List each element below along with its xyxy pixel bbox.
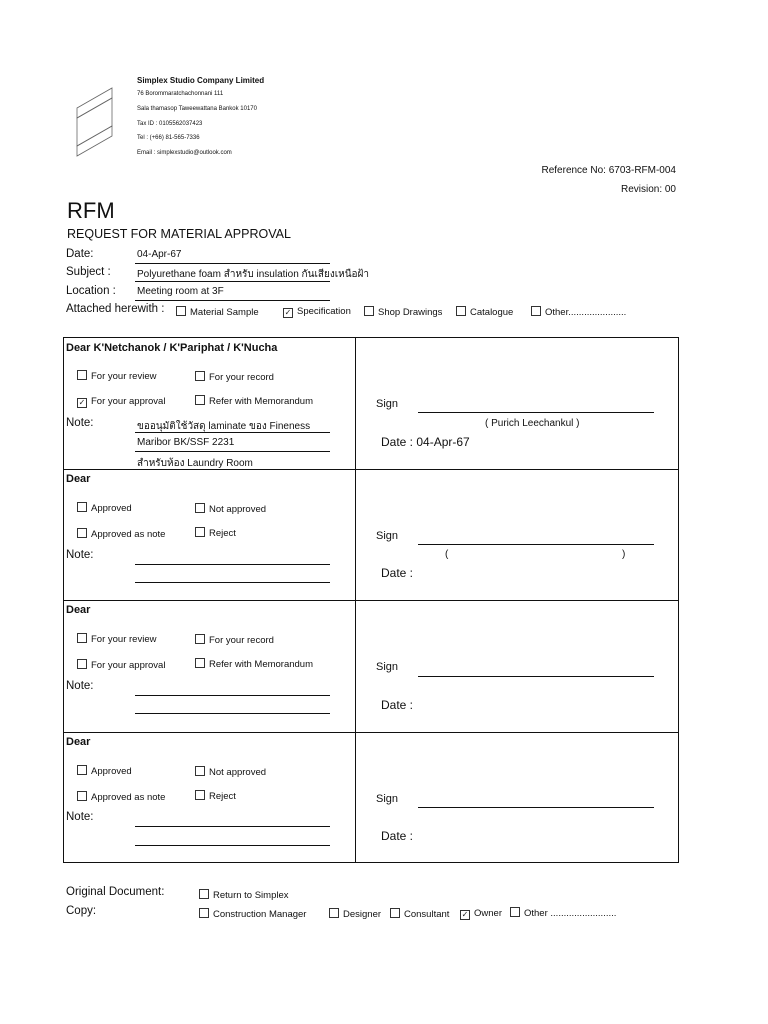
location-label: Location : [66, 285, 116, 297]
checkbox-icon[interactable] [510, 907, 520, 917]
company-address-line1: 76 Borommaratchachonnani 111 [137, 91, 224, 97]
revision-number: Revision: 00 [620, 184, 676, 195]
checkbox-checked-icon[interactable]: ✓ [78, 398, 86, 407]
box3-sign-line[interactable] [418, 676, 654, 677]
note-underline[interactable] [135, 564, 330, 565]
box2-approved-as-note[interactable]: Approved as note [77, 528, 165, 540]
row-divider [63, 732, 679, 733]
copy-owner[interactable]: ✓ Owner [461, 908, 502, 919]
attach-specification[interactable]: ✓ Specification [284, 306, 351, 317]
note-underline[interactable] [135, 826, 330, 827]
checkbox-icon[interactable] [456, 306, 466, 316]
checkbox-icon[interactable] [195, 658, 205, 668]
reference-number: Reference No: 6703-RFM-004 [541, 165, 676, 176]
box3-note-label: Note: [66, 680, 94, 692]
box3-dear: Dear [66, 604, 91, 616]
date-underline [135, 263, 330, 264]
original-document-label: Original Document: [66, 886, 165, 898]
box3-for-approval[interactable]: For your approval [77, 659, 165, 671]
company-address-line2: Sala thamasop Taweewattana Bankok 10170 [137, 106, 257, 112]
checkbox-icon[interactable] [364, 306, 374, 316]
location-underline [135, 300, 330, 301]
box4-dear: Dear [66, 736, 91, 748]
company-logo-icon [74, 86, 116, 158]
box4-date: Date : [381, 829, 414, 843]
location-value: Meeting room at 3F [137, 286, 224, 297]
box1-sign-label: Sign [376, 398, 399, 410]
box2-not-approved[interactable]: Not approved [195, 503, 266, 515]
box4-approved-as-note[interactable]: Approved as note [77, 791, 165, 803]
box1-dear: Dear K'Netchanok / K'Pariphat / K'Nucha [66, 342, 278, 354]
checkbox-icon[interactable] [531, 306, 541, 316]
box1-signer-name: ( Purich Leechankul ) [485, 418, 580, 429]
box4-note-label: Note: [66, 811, 94, 823]
checkbox-icon[interactable] [199, 889, 209, 899]
box1-note-line1: ขออนุมัติใช้วัสดุ laminate ของ Fineness [137, 421, 311, 432]
document-subtitle: REQUEST FOR MATERIAL APPROVAL [67, 227, 291, 241]
box4-not-approved[interactable]: Not approved [195, 766, 266, 778]
box2-paren-open: ( [445, 549, 449, 560]
checkbox-icon[interactable] [77, 528, 87, 538]
checkbox-icon[interactable] [176, 306, 186, 316]
box2-dear: Dear [66, 473, 91, 485]
copy-construction-manager[interactable]: Construction Manager [199, 908, 306, 920]
note-underline [135, 451, 330, 452]
box3-for-record[interactable]: For your record [195, 634, 274, 646]
box1-for-approval[interactable]: ✓ For your approval [78, 396, 166, 407]
box1-for-record[interactable]: For your record [195, 371, 274, 383]
date-value: 04-Apr-67 [137, 249, 182, 260]
box2-date: Date : [381, 566, 414, 580]
checkbox-icon[interactable] [329, 908, 339, 918]
box4-sign-line[interactable] [418, 807, 654, 808]
checkbox-icon[interactable] [199, 908, 209, 918]
copy-consultant[interactable]: Consultant [390, 908, 449, 920]
checkbox-icon[interactable] [77, 502, 87, 512]
box4-approved[interactable]: Approved [77, 765, 132, 777]
checkbox-icon[interactable] [77, 765, 87, 775]
return-to-simplex[interactable]: Return to Simplex [199, 889, 289, 901]
checkbox-checked-icon[interactable]: ✓ [284, 308, 292, 317]
note-underline [135, 432, 330, 433]
attached-label: Attached herewith : [66, 303, 165, 315]
attach-catalogue[interactable]: Catalogue [456, 306, 513, 318]
box1-note-line2: Maribor BK/SSF 2231 [137, 437, 235, 448]
box3-refer-memorandum[interactable]: Refer with Memorandum [195, 658, 313, 670]
subject-value: Polyurethane foam สำหรับ insulation กันเสียงเหนือฝ้า [137, 269, 370, 280]
copy-other[interactable]: Other ......................... [510, 907, 616, 919]
checkbox-icon[interactable] [390, 908, 400, 918]
note-underline[interactable] [135, 713, 330, 714]
box2-note-label: Note: [66, 549, 94, 561]
copy-label: Copy: [66, 905, 97, 917]
box2-reject[interactable]: Reject [195, 527, 236, 539]
box2-paren-close: ) [622, 549, 626, 560]
box2-sign-line[interactable] [418, 544, 654, 545]
checkbox-icon[interactable] [195, 503, 205, 513]
checkbox-icon[interactable] [195, 634, 205, 644]
company-name: Simplex Studio Company Limited [137, 76, 265, 85]
box1-refer-memorandum[interactable]: Refer with Memorandum [195, 395, 313, 407]
company-phone: Tel : (+66) 81-565-7336 [137, 135, 200, 141]
attach-shop-drawings[interactable]: Shop Drawings [364, 306, 442, 318]
company-tax-id: Tax ID : 0105562037423 [137, 121, 203, 127]
note-underline[interactable] [135, 582, 330, 583]
box1-for-review[interactable]: For your review [77, 370, 156, 382]
checkbox-icon[interactable] [195, 527, 205, 537]
box1-note-line3: สำหรับห้อง Laundry Room [137, 458, 253, 469]
box2-sign-label: Sign [376, 530, 399, 542]
box3-date: Date : [381, 698, 414, 712]
checkbox-icon[interactable] [77, 370, 87, 380]
checkbox-icon[interactable] [195, 395, 205, 405]
box3-for-review[interactable]: For your review [77, 633, 156, 645]
box1-note-label: Note: [66, 417, 94, 429]
subject-label: Subject : [66, 266, 111, 278]
subject-underline [135, 281, 330, 282]
note-underline[interactable] [135, 845, 330, 846]
row-divider [63, 600, 679, 601]
box1-date: Date : 04-Apr-67 [381, 435, 470, 449]
checkbox-icon[interactable] [77, 659, 87, 669]
box4-sign-label: Sign [376, 793, 399, 805]
checkbox-icon[interactable] [195, 371, 205, 381]
attach-other[interactable]: Other...................... [531, 306, 626, 318]
checkbox-icon[interactable] [195, 766, 205, 776]
box1-sign-line[interactable] [418, 412, 654, 413]
box3-sign-label: Sign [376, 661, 399, 673]
company-email: Email : simplexstudio@outlook.com [137, 150, 232, 156]
date-label: Date: [66, 248, 94, 260]
box4-reject[interactable]: Reject [195, 790, 236, 802]
checkbox-icon[interactable] [195, 790, 205, 800]
note-underline[interactable] [135, 695, 330, 696]
attach-material-sample[interactable]: Material Sample [176, 306, 259, 318]
copy-designer[interactable]: Designer [329, 908, 381, 920]
document-title: RFM [67, 198, 115, 223]
checkbox-icon[interactable] [77, 633, 87, 643]
checkbox-checked-icon[interactable]: ✓ [461, 910, 469, 919]
checkbox-icon[interactable] [77, 791, 87, 801]
box2-approved[interactable]: Approved [77, 502, 132, 514]
